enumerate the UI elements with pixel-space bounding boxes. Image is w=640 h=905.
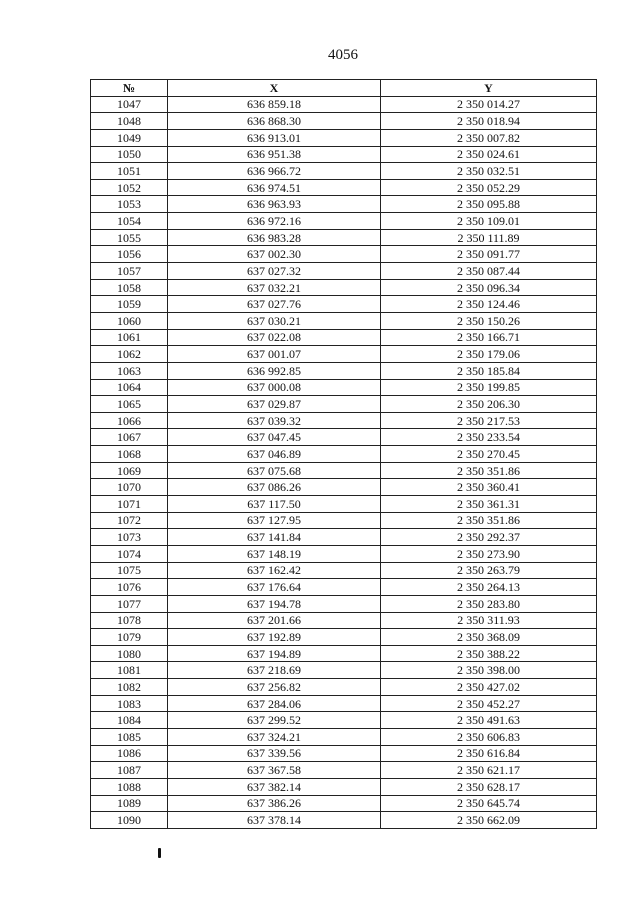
page-number: 4056 <box>328 47 358 63</box>
cell-x: 637 141.84 <box>168 529 381 546</box>
cell-y: 2 350 264.13 <box>381 579 597 596</box>
cell-y: 2 350 662.09 <box>381 812 597 829</box>
cell-number: 1086 <box>91 745 168 762</box>
table-row <box>91 645 597 662</box>
cell-x: 636 913.01 <box>168 129 381 146</box>
cell-y: 2 350 452.27 <box>381 695 597 712</box>
cell-y: 2 350 233.54 <box>381 429 597 446</box>
cell-x: 637 192.89 <box>168 629 381 646</box>
cell-x: 637 284.06 <box>168 695 381 712</box>
cell-number: 1062 <box>91 346 168 363</box>
cell-y: 2 350 645.74 <box>381 795 597 812</box>
cell-number: 1054 <box>91 213 168 230</box>
cell-x: 637 117.50 <box>168 496 381 513</box>
cell-number: 1058 <box>91 279 168 296</box>
cell-number: 1069 <box>91 462 168 479</box>
cell-number: 1089 <box>91 795 168 812</box>
cell-y: 2 350 491.63 <box>381 712 597 729</box>
cell-y: 2 350 273.90 <box>381 545 597 562</box>
table-row <box>91 329 597 346</box>
cell-x: 637 029.87 <box>168 396 381 413</box>
cell-x: 637 000.08 <box>168 379 381 396</box>
cell-number: 1074 <box>91 545 168 562</box>
cell-number: 1057 <box>91 263 168 280</box>
cell-x: 637 218.69 <box>168 662 381 679</box>
cell-y: 2 350 124.46 <box>381 296 597 313</box>
cell-number: 1085 <box>91 728 168 745</box>
table-row <box>91 496 597 513</box>
table-row <box>91 412 597 429</box>
cell-x: 636 983.28 <box>168 229 381 246</box>
table-row <box>91 695 597 712</box>
cell-number: 1068 <box>91 446 168 463</box>
table-row <box>91 296 597 313</box>
cell-y: 2 350 361.31 <box>381 496 597 513</box>
cell-number: 1077 <box>91 595 168 612</box>
cell-y: 2 350 018.94 <box>381 113 597 130</box>
cell-x: 637 378.14 <box>168 812 381 829</box>
cell-y: 2 350 052.29 <box>381 179 597 196</box>
table-row <box>91 529 597 546</box>
table-row <box>91 179 597 196</box>
table-row <box>91 446 597 463</box>
cell-number: 1059 <box>91 296 168 313</box>
table-row <box>91 346 597 363</box>
cell-y: 2 350 606.83 <box>381 728 597 745</box>
cell-x: 636 859.18 <box>168 96 381 113</box>
cell-x: 637 382.14 <box>168 778 381 795</box>
table-row <box>91 96 597 113</box>
cell-number: 1087 <box>91 762 168 779</box>
cell-number: 1066 <box>91 412 168 429</box>
table-header-row <box>91 80 597 97</box>
header-number: № <box>91 80 168 97</box>
cell-y: 2 350 270.45 <box>381 446 597 463</box>
cell-number: 1053 <box>91 196 168 213</box>
cell-y: 2 350 007.82 <box>381 129 597 146</box>
cell-x: 636 868.30 <box>168 113 381 130</box>
cell-y: 2 350 095.88 <box>381 196 597 213</box>
cell-x: 636 951.38 <box>168 146 381 163</box>
cell-x: 637 030.21 <box>168 312 381 329</box>
cell-y: 2 350 111.89 <box>381 229 597 246</box>
table-row <box>91 712 597 729</box>
table-row <box>91 396 597 413</box>
cell-number: 1084 <box>91 712 168 729</box>
cell-x: 637 324.21 <box>168 728 381 745</box>
cell-number: 1067 <box>91 429 168 446</box>
table-row <box>91 579 597 596</box>
table-row <box>91 728 597 745</box>
cell-x: 637 299.52 <box>168 712 381 729</box>
cell-number: 1063 <box>91 362 168 379</box>
cell-x: 637 001.07 <box>168 346 381 363</box>
cell-number: 1081 <box>91 662 168 679</box>
cell-x: 637 002.30 <box>168 246 381 263</box>
cell-x: 637 022.08 <box>168 329 381 346</box>
table-row <box>91 479 597 496</box>
cell-number: 1056 <box>91 246 168 263</box>
cell-x: 636 963.93 <box>168 196 381 213</box>
cell-y: 2 350 398.00 <box>381 662 597 679</box>
cell-x: 637 086.26 <box>168 479 381 496</box>
cell-number: 1061 <box>91 329 168 346</box>
coordinates-table <box>90 79 597 829</box>
cell-x: 637 148.19 <box>168 545 381 562</box>
cell-y: 2 350 621.17 <box>381 762 597 779</box>
table-row <box>91 146 597 163</box>
cell-number: 1060 <box>91 312 168 329</box>
table-row <box>91 562 597 579</box>
table-row <box>91 213 597 230</box>
cell-y: 2 350 616.84 <box>381 745 597 762</box>
cell-x: 637 162.42 <box>168 562 381 579</box>
cell-x: 637 176.64 <box>168 579 381 596</box>
table-row <box>91 545 597 562</box>
cell-number: 1075 <box>91 562 168 579</box>
cell-y: 2 350 109.01 <box>381 213 597 230</box>
cell-number: 1070 <box>91 479 168 496</box>
cell-x: 637 194.89 <box>168 645 381 662</box>
cell-number: 1083 <box>91 695 168 712</box>
table-row <box>91 595 597 612</box>
cell-number: 1090 <box>91 812 168 829</box>
cell-number: 1078 <box>91 612 168 629</box>
cell-number: 1080 <box>91 645 168 662</box>
cell-y: 2 350 199.85 <box>381 379 597 396</box>
cell-number: 1072 <box>91 512 168 529</box>
cell-x: 637 039.32 <box>168 412 381 429</box>
cell-x: 636 972.16 <box>168 213 381 230</box>
cell-number: 1047 <box>91 96 168 113</box>
cell-x: 636 966.72 <box>168 163 381 180</box>
cell-y: 2 350 351.86 <box>381 462 597 479</box>
cell-y: 2 350 096.34 <box>381 279 597 296</box>
table-row <box>91 229 597 246</box>
cell-number: 1076 <box>91 579 168 596</box>
cell-number: 1073 <box>91 529 168 546</box>
table-row <box>91 778 597 795</box>
cell-y: 2 350 217.53 <box>381 412 597 429</box>
cell-x: 637 046.89 <box>168 446 381 463</box>
cell-x: 637 339.56 <box>168 745 381 762</box>
cell-x: 637 027.32 <box>168 263 381 280</box>
cell-x: 637 194.78 <box>168 595 381 612</box>
table-row <box>91 612 597 629</box>
cell-number: 1052 <box>91 179 168 196</box>
table-row <box>91 362 597 379</box>
table-row <box>91 429 597 446</box>
cell-x: 637 256.82 <box>168 679 381 696</box>
cell-y: 2 350 024.61 <box>381 146 597 163</box>
table-row <box>91 462 597 479</box>
cell-number: 1088 <box>91 778 168 795</box>
table-row <box>91 279 597 296</box>
cell-y: 2 350 283.80 <box>381 595 597 612</box>
cell-x: 637 047.45 <box>168 429 381 446</box>
cell-y: 2 350 179.06 <box>381 346 597 363</box>
cell-y: 2 350 351.86 <box>381 512 597 529</box>
cell-y: 2 350 206.30 <box>381 396 597 413</box>
cell-number: 1048 <box>91 113 168 130</box>
cell-x: 637 127.95 <box>168 512 381 529</box>
table-row <box>91 246 597 263</box>
table-row <box>91 762 597 779</box>
cell-y: 2 350 360.41 <box>381 479 597 496</box>
table-body <box>91 96 597 828</box>
cell-y: 2 350 166.71 <box>381 329 597 346</box>
table-row <box>91 812 597 829</box>
cell-y: 2 350 368.09 <box>381 629 597 646</box>
cell-number: 1079 <box>91 629 168 646</box>
cell-x: 637 367.58 <box>168 762 381 779</box>
table-row <box>91 629 597 646</box>
table-row <box>91 163 597 180</box>
cell-x: 637 075.68 <box>168 462 381 479</box>
table-row <box>91 129 597 146</box>
cell-y: 2 350 014.27 <box>381 96 597 113</box>
cell-number: 1055 <box>91 229 168 246</box>
cell-number: 1065 <box>91 396 168 413</box>
cell-y: 2 350 388.22 <box>381 645 597 662</box>
cell-y: 2 350 185.84 <box>381 362 597 379</box>
table-row <box>91 512 597 529</box>
cell-x: 637 027.76 <box>168 296 381 313</box>
cell-y: 2 350 427.02 <box>381 679 597 696</box>
cell-number: 1071 <box>91 496 168 513</box>
cell-y: 2 350 091.77 <box>381 246 597 263</box>
cell-y: 2 350 032.51 <box>381 163 597 180</box>
cell-y: 2 350 087.44 <box>381 263 597 280</box>
cell-x: 636 992.85 <box>168 362 381 379</box>
cell-number: 1064 <box>91 379 168 396</box>
table-row <box>91 196 597 213</box>
header-y: Y <box>381 80 597 97</box>
table-row <box>91 379 597 396</box>
cell-number: 1050 <box>91 146 168 163</box>
header-x: X <box>168 80 381 97</box>
cell-x: 636 974.51 <box>168 179 381 196</box>
cell-y: 2 350 311.93 <box>381 612 597 629</box>
table-row <box>91 113 597 130</box>
cell-x: 637 201.66 <box>168 612 381 629</box>
cell-number: 1082 <box>91 679 168 696</box>
cell-number: 1049 <box>91 129 168 146</box>
cell-y: 2 350 263.79 <box>381 562 597 579</box>
cell-y: 2 350 292.37 <box>381 529 597 546</box>
cell-y: 2 350 628.17 <box>381 778 597 795</box>
table-row <box>91 745 597 762</box>
scan-mark <box>158 848 161 858</box>
table-row <box>91 662 597 679</box>
cell-number: 1051 <box>91 163 168 180</box>
table-row <box>91 679 597 696</box>
cell-x: 637 386.26 <box>168 795 381 812</box>
cell-y: 2 350 150.26 <box>381 312 597 329</box>
table-row <box>91 263 597 280</box>
table-row <box>91 795 597 812</box>
table-row <box>91 312 597 329</box>
cell-x: 637 032.21 <box>168 279 381 296</box>
